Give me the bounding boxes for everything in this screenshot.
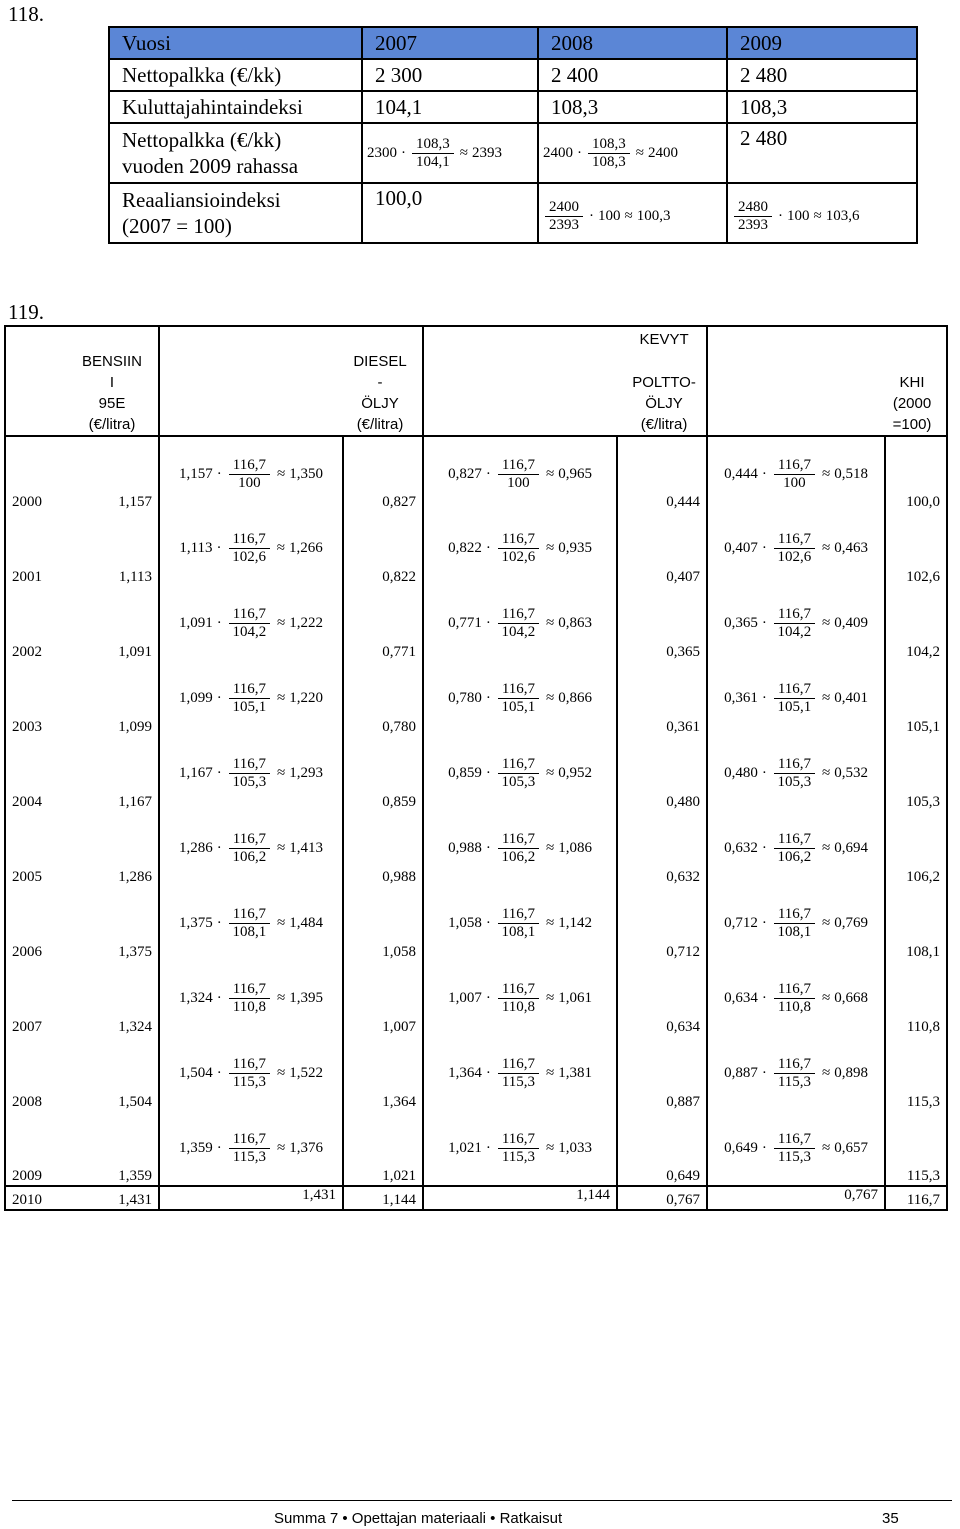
- fraction-numerator: 116,7: [498, 831, 539, 849]
- formula-result: 2400: [647, 144, 678, 161]
- fraction-denominator: 2393: [738, 217, 768, 233]
- table-real-income: [108, 26, 918, 244]
- header-line: DIESEL: [353, 353, 407, 370]
- fraction-numerator: 116,7: [498, 457, 539, 475]
- formula-result: 0,769: [834, 915, 868, 931]
- formula-value: 0,859: [448, 765, 482, 781]
- table-row: [5, 1186, 947, 1210]
- formula-cell: 0,365 · $\frac{116,7}{104,2}$ ≈ 0,409: [707, 586, 885, 661]
- formula-cell: 0,632 · $\frac{116,7}{106,2}$ ≈ 0,694: [707, 811, 885, 886]
- fraction-denominator: 100: [238, 474, 261, 491]
- formula-cell: 1,058 · $\frac{116,7}{108,1}$ ≈ 1,142: [423, 886, 617, 961]
- price-cell: 0,780: [343, 661, 423, 736]
- fraction-numerator: 116,7: [774, 906, 815, 924]
- formula-value: 100: [787, 208, 810, 224]
- header-diesel: [159, 326, 423, 436]
- fraction-numerator: 2400: [545, 199, 583, 217]
- formula-value: 1,359: [179, 1139, 213, 1156]
- table-row: [5, 961, 947, 1036]
- formula-value: 0,444: [724, 465, 758, 482]
- formula-cell: $\frac{2480}{2393}$ · 100 ≈ 103,6: [727, 183, 917, 243]
- formula-cell: 1,324 · $\frac{116,7}{110,8}$ ≈ 1,395: [159, 961, 343, 1036]
- fraction-denominator: 108,1: [777, 924, 812, 940]
- fraction-denominator: 105,3: [232, 774, 267, 790]
- price-cell: 0,632: [617, 811, 707, 886]
- header-line: (€/litra): [356, 416, 404, 433]
- header-line: KEVYT: [639, 331, 689, 348]
- fraction-numerator: 116,7: [229, 681, 270, 699]
- fraction-numerator: 116,7: [774, 981, 815, 999]
- fraction-denominator: 110,8: [501, 999, 536, 1015]
- formula-result: 1,522: [289, 1065, 323, 1081]
- price-cell: 0,365: [617, 586, 707, 661]
- fraction-denominator: 100: [783, 474, 806, 491]
- fraction-numerator: 116,7: [229, 756, 270, 774]
- formula-cell: 0,988 · $\frac{116,7}{106,2}$ ≈ 1,086: [423, 811, 617, 886]
- fraction-numerator: 116,7: [498, 756, 539, 774]
- formula-result: 1,220: [289, 690, 323, 706]
- header-line: (€/litra): [88, 416, 136, 433]
- fraction-numerator: 116,7: [229, 831, 270, 849]
- price-cell: 0,827: [343, 436, 423, 511]
- formula-result: 1,350: [289, 465, 323, 482]
- fraction-denominator: 104,2: [232, 624, 267, 640]
- footer-text: Summa 7 • Opettajan materiaali • Ratkaisut: [274, 1510, 563, 1527]
- index-cell: 106,2: [885, 811, 947, 886]
- table-row: [5, 886, 947, 961]
- fraction-denominator: 115,3: [232, 1074, 266, 1090]
- price-cell: 0,771: [343, 586, 423, 661]
- price-cell: 0,822: [343, 511, 423, 586]
- fraction-numerator: 116,7: [498, 1056, 539, 1074]
- fraction-denominator: 104,2: [777, 624, 812, 640]
- year-cell: 2000: [5, 436, 67, 511]
- formula-cell: 0,480 · $\frac{116,7}{105,3}$ ≈ 0,532: [707, 736, 885, 811]
- fraction-numerator: 116,7: [774, 1131, 815, 1149]
- table-row: [5, 811, 947, 886]
- header-line: ÖLJY: [361, 395, 399, 412]
- price-cell: 0,649: [617, 1111, 707, 1186]
- index-cell: 102,6: [885, 511, 947, 586]
- formula-value: 1,099: [179, 690, 213, 706]
- formula-cell: 1,099 · $\frac{116,7}{105,1}$ ≈ 1,220: [159, 661, 343, 736]
- formula-result: 0,952: [558, 765, 592, 781]
- table-row: [109, 91, 917, 123]
- fraction-denominator: 104,1: [416, 153, 450, 170]
- table-cell: 104,1: [362, 91, 538, 123]
- index-cell: 115,3: [885, 1111, 947, 1186]
- formula-value: 1,375: [179, 915, 213, 931]
- header-line: BENSIIN: [82, 353, 143, 370]
- fraction-denominator: 115,3: [501, 1074, 536, 1090]
- price-cell: 1,504: [67, 1036, 159, 1111]
- formula-value: 1,157: [179, 465, 213, 482]
- header-kevyt: [423, 326, 707, 436]
- formula-result: 1,413: [289, 840, 323, 856]
- formula-cell: 0,407 · $\frac{116,7}{102,6}$ ≈ 0,463: [707, 511, 885, 586]
- formula-result: 1,222: [289, 615, 323, 631]
- table-row: [5, 1036, 947, 1111]
- year-cell: 2009: [5, 1111, 67, 1186]
- fraction-numerator: 116,7: [774, 606, 815, 624]
- formula-value: 1,113: [179, 540, 213, 556]
- fraction-numerator: 116,7: [498, 606, 539, 624]
- formula-cell: 1,364 · $\frac{116,7}{115,3}$ ≈ 1,381: [423, 1036, 617, 1111]
- header-line: -: [377, 374, 383, 391]
- fraction-denominator: 115,3: [501, 1148, 536, 1165]
- formula-cell: $\frac{2400}{2393}$ · 100 ≈ 100,3: [538, 183, 727, 243]
- fraction-numerator: 116,7: [229, 531, 270, 549]
- formula-result: 0,668: [834, 990, 868, 1006]
- year-cell: 2002: [5, 586, 67, 661]
- table-header-row: [5, 326, 947, 436]
- price-cell: 1,058: [343, 886, 423, 961]
- fraction-numerator: 116,7: [229, 1131, 270, 1149]
- fraction-denominator: 108,1: [232, 924, 267, 940]
- formula-result: 0,518: [834, 465, 868, 482]
- formula-cell: 0,361 · $\frac{116,7}{105,1}$ ≈ 0,401: [707, 661, 885, 736]
- price-cell: 1,324: [67, 961, 159, 1036]
- index-cell: 104,2: [885, 586, 947, 661]
- price-cell: 0,712: [617, 886, 707, 961]
- fraction-denominator: 115,3: [232, 1148, 266, 1165]
- header-line: KHI: [899, 374, 925, 391]
- formula-result: 1,061: [558, 990, 592, 1006]
- price-cell: 0,859: [343, 736, 423, 811]
- formula-cell: 0,887 · $\frac{116,7}{115,3}$ ≈ 0,898: [707, 1036, 885, 1111]
- fraction-denominator: 115,3: [777, 1074, 812, 1090]
- formula-result: 0,463: [834, 540, 868, 556]
- fraction-denominator: 102,6: [777, 549, 812, 565]
- header-cell: Vuosi: [109, 27, 362, 59]
- formula-cell: 1,167 · $\frac{116,7}{105,3}$ ≈ 1,293: [159, 736, 343, 811]
- year-cell: 2007: [5, 961, 67, 1036]
- price-cell: 1,091: [67, 586, 159, 661]
- year-cell: 2005: [5, 811, 67, 886]
- formula-value: 2400: [543, 144, 573, 161]
- fraction-denominator: 108,1: [501, 924, 536, 940]
- table-row: [109, 123, 917, 183]
- formula-value: 0,649: [724, 1139, 758, 1156]
- formula-value: 1,364: [448, 1065, 482, 1081]
- fraction-denominator: 105,1: [501, 699, 536, 715]
- year-cell: 2004: [5, 736, 67, 811]
- price-cell: 1,364: [343, 1036, 423, 1111]
- year-cell: 2003: [5, 661, 67, 736]
- header-cell: 2008: [538, 27, 727, 59]
- formula-cell: 0,712 · $\frac{116,7}{108,1}$ ≈ 0,769: [707, 886, 885, 961]
- formula-result: 1,033: [558, 1139, 592, 1156]
- formula-cell: 2400 · $\frac{108,3}{108,3}$ ≈ 2400: [538, 123, 727, 183]
- formula-value: 0,480: [724, 765, 758, 781]
- table-cell: 2 480: [727, 59, 917, 91]
- fraction-denominator: 100: [507, 474, 530, 491]
- fraction-numerator: 116,7: [774, 831, 815, 849]
- row-label: Kuluttajahintaindeksi: [109, 91, 362, 123]
- formula-value: 0,712: [724, 915, 758, 931]
- formula-value: 0,632: [724, 840, 758, 856]
- formula-value: 1,167: [179, 765, 213, 781]
- header-line: (€/litra): [640, 416, 688, 433]
- index-cell: 105,1: [885, 661, 947, 736]
- price-cell: 1,286: [67, 811, 159, 886]
- formula-cell: 0,444 · $\frac{116,7}{100}$ ≈ 0,518: [707, 436, 885, 511]
- price-cell: 0,887: [617, 1036, 707, 1111]
- formula-value: 0,407: [724, 540, 758, 556]
- formula-cell: 1,007 · $\frac{116,7}{110,8}$ ≈ 1,061: [423, 961, 617, 1036]
- header-khi: [707, 326, 947, 436]
- year-cell: 2001: [5, 511, 67, 586]
- header-cell: 2007: [362, 27, 538, 59]
- price-cell: 1,157: [67, 436, 159, 511]
- formula-result: 1,395: [289, 990, 323, 1006]
- formula-result: 100,3: [636, 208, 671, 224]
- fraction-numerator: 116,7: [498, 681, 539, 699]
- price-cell: 1,375: [67, 886, 159, 961]
- fraction-numerator: 116,7: [498, 906, 539, 924]
- formula-cell: 0,634 · $\frac{116,7}{110,8}$ ≈ 0,668: [707, 961, 885, 1036]
- formula-value: 1,058: [448, 915, 482, 931]
- header-line: =100): [892, 416, 932, 433]
- year-cell: 2006: [5, 886, 67, 961]
- price-cell: 1,167: [67, 736, 159, 811]
- formula-value: 1,286: [179, 840, 213, 856]
- price-cell: 1,099: [67, 661, 159, 736]
- fraction-denominator: 106,2: [777, 849, 812, 865]
- table-row: [109, 59, 917, 91]
- price-cell: 1,021: [343, 1111, 423, 1186]
- price-cell: 1,359: [67, 1111, 159, 1186]
- result-cell: 0,767: [707, 1186, 885, 1210]
- formula-value: 0,827: [448, 465, 482, 482]
- header-line: 95E: [98, 395, 126, 412]
- formula-cell: 2300 · $\frac{108,3}{104,1}$ ≈ 2393: [362, 123, 538, 183]
- formula-cell: 1,157 · $\frac{116,7}{100}$ ≈ 1,350: [159, 436, 343, 511]
- formula-cell: 1,091 · $\frac{116,7}{104,2}$ ≈ 1,222: [159, 586, 343, 661]
- formula-cell: 1,113 · $\frac{116,7}{102,6}$ ≈ 1,266: [159, 511, 343, 586]
- price-cell: 1,144: [343, 1186, 423, 1210]
- header-bensiini: [5, 326, 159, 436]
- fraction-numerator: 108,3: [588, 136, 630, 154]
- formula-result: 0,694: [834, 840, 868, 856]
- price-cell: 0,634: [617, 961, 707, 1036]
- row-label: [109, 183, 362, 243]
- formula-value: 0,361: [724, 690, 758, 706]
- price-cell: 1,113: [67, 511, 159, 586]
- fraction-numerator: 116,7: [774, 756, 815, 774]
- table-cell: 100,0: [362, 183, 538, 243]
- row-label-line: Nettopalkka (€/kk): [122, 128, 282, 152]
- price-cell: 0,480: [617, 736, 707, 811]
- table-cell: 108,3: [538, 91, 727, 123]
- formula-result: 0,935: [558, 540, 592, 556]
- result-cell: 1,431: [159, 1186, 343, 1210]
- row-label-line: vuoden 2009 rahassa: [122, 154, 299, 178]
- formula-value: 0,365: [724, 615, 758, 631]
- fraction-numerator: 116,7: [498, 981, 539, 999]
- exercise-number-119: 119.: [8, 300, 44, 324]
- formula-cell: 0,827 · $\frac{116,7}{100}$ ≈ 0,965: [423, 436, 617, 511]
- fraction-denominator: 106,2: [232, 849, 267, 865]
- formula-result: 1,293: [289, 765, 323, 781]
- row-label: [109, 123, 362, 183]
- formula-cell: 0,771 · $\frac{116,7}{104,2}$ ≈ 0,863: [423, 586, 617, 661]
- formula-value: 1,007: [448, 990, 482, 1006]
- fraction-denominator: 102,6: [232, 549, 266, 565]
- table-cell: 2 480: [727, 123, 917, 183]
- formula-cell: 1,286 · $\frac{116,7}{106,2}$ ≈ 1,413: [159, 811, 343, 886]
- fraction-numerator: 116,7: [229, 606, 270, 624]
- fraction-denominator: 102,6: [501, 549, 536, 565]
- formula-value: 0,887: [724, 1065, 758, 1081]
- table-header-row: [109, 27, 917, 59]
- formula-result: 0,657: [834, 1139, 868, 1156]
- formula-cell: 1,504 · $\frac{116,7}{115,3}$ ≈ 1,522: [159, 1036, 343, 1111]
- formula-cell: 1,375 · $\frac{116,7}{108,1}$ ≈ 1,484: [159, 886, 343, 961]
- header-line: POLTTO-: [632, 374, 696, 391]
- table-row: [5, 586, 947, 661]
- formula-cell: 1,021 · $\frac{116,7}{115,3}$ ≈ 1,033: [423, 1111, 617, 1186]
- table-fuel-prices: [4, 325, 948, 1211]
- table-cell: 2 400: [538, 59, 727, 91]
- fraction-denominator: 110,8: [232, 999, 266, 1015]
- fraction-denominator: 106,2: [501, 849, 536, 865]
- fraction-numerator: 116,7: [774, 531, 815, 549]
- fraction-numerator: 116,7: [229, 981, 270, 999]
- formula-cell: 0,649 · $\frac{116,7}{115,3}$ ≈ 0,657: [707, 1111, 885, 1186]
- table-row: [5, 511, 947, 586]
- row-label-line: Reaaliansioindeksi: [122, 188, 281, 212]
- fraction-denominator: 105,3: [777, 774, 812, 790]
- price-cell: 1,007: [343, 961, 423, 1036]
- formula-result: 1,376: [289, 1139, 323, 1156]
- formula-value: 1,324: [179, 990, 213, 1006]
- footer-rule: [12, 1500, 952, 1501]
- table-cell: 2 300: [362, 59, 538, 91]
- fraction-numerator: 108,3: [412, 136, 454, 154]
- fraction-denominator: 108,3: [592, 153, 626, 170]
- formula-result: 0,863: [558, 615, 592, 631]
- index-cell: 115,3: [885, 1036, 947, 1111]
- fraction-denominator: 105,3: [501, 774, 536, 790]
- formula-result: 103,6: [825, 208, 860, 224]
- price-cell: 0,444: [617, 436, 707, 511]
- fraction-numerator: 116,7: [774, 1056, 815, 1074]
- fraction-numerator: 116,7: [229, 906, 270, 924]
- formula-result: 0,409: [834, 615, 868, 631]
- fraction-numerator: 116,7: [498, 1131, 539, 1149]
- formula-cell: 0,822 · $\frac{116,7}{102,6}$ ≈ 0,935: [423, 511, 617, 586]
- formula-cell: 1,359 · $\frac{116,7}{115,3}$ ≈ 1,376: [159, 1111, 343, 1186]
- index-cell: 105,3: [885, 736, 947, 811]
- table-row: [5, 661, 947, 736]
- formula-result: 1,142: [558, 915, 592, 931]
- fraction-numerator: 116,7: [229, 1056, 270, 1074]
- table-row: [109, 183, 917, 243]
- formula-value: 2300: [367, 144, 397, 161]
- price-cell: 0,767: [617, 1186, 707, 1210]
- year-cell: 2010: [5, 1186, 67, 1210]
- formula-result: 0,965: [558, 465, 592, 482]
- formula-result: 1,266: [288, 540, 323, 556]
- formula-value: 1,504: [179, 1065, 213, 1081]
- table-cell: 108,3: [727, 91, 917, 123]
- row-label: Nettopalkka (€/kk): [109, 59, 362, 91]
- formula-result: 0,898: [834, 1065, 868, 1081]
- price-cell: 0,988: [343, 811, 423, 886]
- formula-value: 1,021: [448, 1139, 482, 1156]
- formula-result: 1,086: [558, 840, 592, 856]
- price-cell: 0,407: [617, 511, 707, 586]
- fraction-denominator: 2393: [549, 217, 579, 233]
- formula-result: 1,381: [558, 1065, 592, 1081]
- header-line: I: [109, 374, 115, 391]
- price-cell: 1,431: [67, 1186, 159, 1210]
- formula-result: 0,866: [558, 690, 592, 706]
- index-cell: 116,7: [885, 1186, 947, 1210]
- table-row: [5, 736, 947, 811]
- fraction-numerator: 116,7: [774, 681, 815, 699]
- fraction-denominator: 105,1: [777, 699, 812, 715]
- index-cell: 110,8: [885, 961, 947, 1036]
- header-line: (2000: [892, 395, 932, 412]
- index-cell: 100,0: [885, 436, 947, 511]
- formula-value: 0,634: [724, 990, 758, 1006]
- row-label-line: (2007 = 100): [122, 214, 232, 238]
- year-cell: 2008: [5, 1036, 67, 1111]
- exercise-number-118: 118.: [8, 2, 44, 26]
- formula-result: 2393: [471, 144, 502, 161]
- header-line: ÖLJY: [645, 395, 683, 412]
- price-cell: 0,361: [617, 661, 707, 736]
- table-row: [5, 436, 947, 511]
- formula-result: 0,401: [834, 690, 868, 706]
- formula-cell: 0,859 · $\frac{116,7}{105,3}$ ≈ 0,952: [423, 736, 617, 811]
- formula-value: 0,780: [448, 690, 482, 706]
- table-row: [5, 1111, 947, 1186]
- fraction-numerator: 116,7: [774, 457, 815, 475]
- fraction-numerator: 2480: [734, 199, 772, 217]
- header-cell: 2009: [727, 27, 917, 59]
- formula-value: 100: [598, 208, 621, 224]
- formula-result: 0,532: [834, 765, 868, 781]
- fraction-denominator: 110,8: [777, 999, 812, 1015]
- fraction-denominator: 115,3: [777, 1148, 812, 1165]
- fraction-numerator: 116,7: [498, 531, 539, 549]
- index-cell: 108,1: [885, 886, 947, 961]
- formula-result: 1,484: [289, 915, 323, 931]
- fraction-denominator: 105,1: [232, 699, 267, 715]
- formula-value: 0,771: [448, 615, 482, 631]
- page-number: 35: [882, 1510, 899, 1527]
- formula-value: 0,822: [448, 540, 482, 556]
- formula-value: 1,091: [179, 615, 213, 631]
- formula-cell: 0,780 · $\frac{116,7}{105,1}$ ≈ 0,866: [423, 661, 617, 736]
- fraction-numerator: 116,7: [229, 457, 270, 475]
- formula-value: 0,988: [448, 840, 482, 856]
- result-cell: 1,144: [423, 1186, 617, 1210]
- fraction-denominator: 104,2: [501, 624, 536, 640]
